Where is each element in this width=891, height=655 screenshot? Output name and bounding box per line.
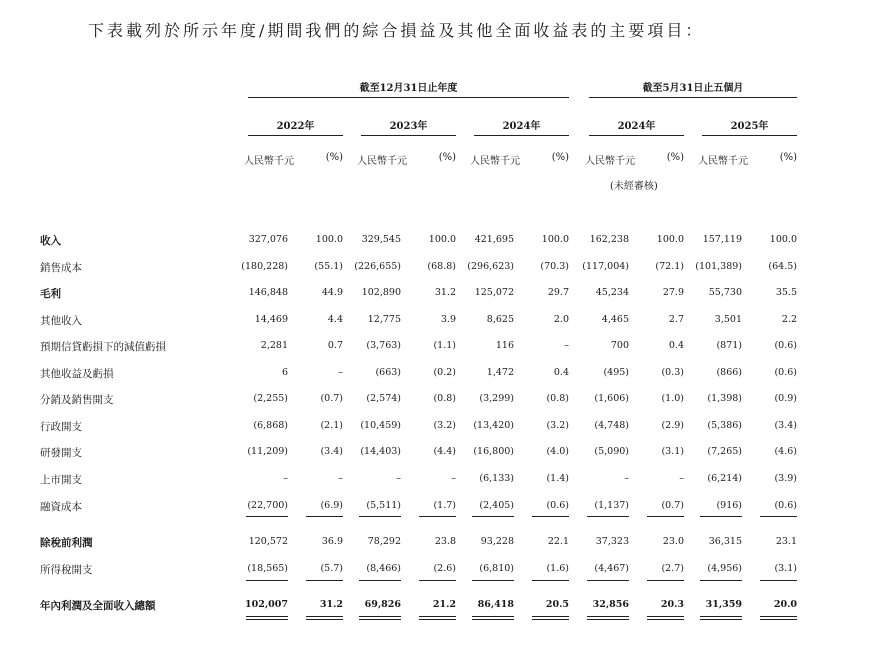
- subtotal-underline: [760, 580, 797, 581]
- row-label: 行政開支: [40, 421, 82, 433]
- rmb-unit-header: 人民幣千元: [698, 156, 748, 167]
- amount-cell: (663): [375, 367, 401, 378]
- amount-cell: 55,730: [708, 287, 742, 298]
- percent-cell: 2.2: [781, 314, 797, 325]
- amount-cell: (5,090): [594, 446, 629, 457]
- percent-cell: –: [564, 340, 569, 351]
- amount-cell: (101,389): [695, 261, 742, 272]
- percent-cell: (1.6): [546, 563, 569, 574]
- row-label: 除稅前利潤: [40, 537, 93, 549]
- row-label: 其他收入: [40, 315, 82, 327]
- percent-cell: 23.0: [662, 536, 684, 547]
- percent-cell: 4.4: [327, 314, 343, 325]
- subtotal-underline: [700, 516, 742, 517]
- subtotal-underline: [472, 580, 514, 581]
- amount-cell: (5,511): [366, 500, 401, 511]
- amount-cell: 32,856: [592, 599, 629, 610]
- total-double-underline: [647, 616, 684, 620]
- amount-cell: (3,763): [366, 340, 401, 351]
- year-header: 2025年: [730, 121, 769, 132]
- row-label: 上市開支: [40, 474, 82, 486]
- percent-cell: (3.2): [433, 420, 456, 431]
- amount-cell: (1,606): [594, 393, 629, 404]
- percent-cell: 3.9: [440, 314, 456, 325]
- subtotal-underline: [419, 516, 456, 517]
- amount-cell: (180,228): [241, 261, 288, 272]
- amount-cell: 8,625: [486, 314, 514, 325]
- row-label: 年內利潤及全面收入總額: [40, 600, 156, 612]
- amount-cell: 69,826: [364, 599, 401, 610]
- total-double-underline: [700, 616, 742, 620]
- percent-header: (%): [666, 152, 684, 163]
- rmb-unit-header: 人民幣千元: [585, 156, 635, 167]
- percent-cell: 0.4: [553, 367, 569, 378]
- total-double-underline: [472, 616, 514, 620]
- amount-cell: 31,359: [705, 599, 742, 610]
- percent-cell: (3.4): [320, 446, 343, 457]
- total-double-underline: [587, 616, 629, 620]
- row-label: 研發開支: [40, 447, 82, 459]
- percent-cell: 31.2: [319, 599, 343, 610]
- percent-cell: 2.7: [668, 314, 684, 325]
- amount-cell: 146,848: [248, 287, 288, 298]
- percent-cell: (0.2): [433, 367, 456, 378]
- amount-cell: 327,076: [248, 234, 288, 245]
- percent-cell: 100.0: [428, 234, 456, 245]
- percent-header: (%): [551, 152, 569, 163]
- amount-cell: 700: [610, 340, 629, 351]
- group-underline: [589, 97, 797, 98]
- amount-cell: 329,545: [361, 234, 401, 245]
- intro-text: 下表載列於所示年度/期間我們的綜合損益及其他全面收益表的主要項目：: [88, 21, 705, 40]
- amount-cell: 36,315: [708, 536, 742, 547]
- rmb-unit-header: 人民幣千元: [470, 156, 520, 167]
- amount-cell: 157,119: [702, 234, 742, 245]
- percent-cell: (4.0): [546, 446, 569, 457]
- amount-cell: (296,623): [467, 261, 514, 272]
- subtotal-underline: [306, 516, 343, 517]
- amount-cell: (871): [716, 340, 742, 351]
- subtotal-underline: [532, 580, 569, 581]
- total-double-underline: [760, 616, 797, 620]
- percent-cell: (0.8): [433, 393, 456, 404]
- amount-cell: (11,209): [247, 446, 288, 457]
- subtotal-underline: [359, 580, 401, 581]
- percent-cell: 100.0: [656, 234, 684, 245]
- row-label: 銷售成本: [40, 262, 82, 274]
- percent-cell: (3.9): [774, 473, 797, 484]
- year-underline: [361, 135, 456, 136]
- total-double-underline: [359, 616, 401, 620]
- percent-cell: 100.0: [315, 234, 343, 245]
- percent-header: (%): [438, 152, 456, 163]
- percent-cell: (0.6): [774, 340, 797, 351]
- subtotal-underline: [472, 516, 514, 517]
- amount-cell: 78,292: [367, 536, 401, 547]
- subtotal-underline: [359, 516, 401, 517]
- percent-cell: (0.7): [661, 500, 684, 511]
- subtotal-underline: [419, 580, 456, 581]
- percent-cell: (2.7): [661, 563, 684, 574]
- row-label: 毛利: [40, 288, 61, 300]
- amount-cell: (4,748): [594, 420, 629, 431]
- amount-cell: (4,956): [707, 563, 742, 574]
- total-double-underline: [246, 616, 288, 620]
- amount-cell: (14,403): [360, 446, 401, 457]
- amount-cell: (2,574): [366, 393, 401, 404]
- row-label: 收入: [40, 235, 61, 247]
- amount-cell: (18,565): [247, 563, 288, 574]
- percent-cell: 100.0: [769, 234, 797, 245]
- year-header: 2023年: [389, 121, 428, 132]
- amount-cell: (866): [716, 367, 742, 378]
- amount-cell: (117,004): [582, 261, 629, 272]
- percent-cell: (0.6): [546, 500, 569, 511]
- percent-cell: (5.7): [320, 563, 343, 574]
- percent-cell: (70.3): [540, 261, 569, 272]
- amount-cell: (6,133): [479, 473, 514, 484]
- percent-cell: –: [338, 473, 343, 484]
- percent-cell: (64.5): [768, 261, 797, 272]
- percent-cell: (0.3): [661, 367, 684, 378]
- amount-cell: 120,572: [248, 536, 288, 547]
- amount-cell: (1,398): [707, 393, 742, 404]
- percent-cell: (3.1): [661, 446, 684, 457]
- percent-cell: (3.2): [546, 420, 569, 431]
- percent-cell: 36.9: [321, 536, 343, 547]
- percent-cell: –: [451, 473, 456, 484]
- amount-cell: (5,386): [707, 420, 742, 431]
- subtotal-underline: [246, 516, 288, 517]
- amount-cell: 116: [495, 340, 514, 351]
- percent-cell: (1.1): [433, 340, 456, 351]
- amount-cell: –: [283, 473, 288, 484]
- year-header: 2024年: [502, 121, 541, 132]
- percent-cell: 31.2: [434, 287, 456, 298]
- amount-cell: (6,214): [707, 473, 742, 484]
- amount-cell: 102,890: [361, 287, 401, 298]
- year-underline: [589, 135, 684, 136]
- amount-cell: 421,695: [474, 234, 514, 245]
- percent-cell: 23.1: [775, 536, 797, 547]
- percent-cell: (0.9): [774, 393, 797, 404]
- amount-cell: 12,775: [367, 314, 401, 325]
- amount-cell: (3,299): [479, 393, 514, 404]
- percent-cell: 0.7: [327, 340, 343, 351]
- amount-cell: (916): [716, 500, 742, 511]
- subtotal-underline: [306, 580, 343, 581]
- percent-cell: (3.4): [774, 420, 797, 431]
- amount-cell: –: [624, 473, 629, 484]
- percent-cell: (0.6): [774, 367, 797, 378]
- percent-cell: 20.3: [660, 599, 684, 610]
- amount-cell: –: [396, 473, 401, 484]
- year-underline: [702, 135, 797, 136]
- percent-cell: (2.9): [661, 420, 684, 431]
- amount-cell: 93,228: [480, 536, 514, 547]
- subtotal-underline: [532, 516, 569, 517]
- percent-cell: 22.1: [547, 536, 569, 547]
- amount-cell: (13,420): [473, 420, 514, 431]
- total-double-underline: [306, 616, 343, 620]
- percent-header: (%): [325, 152, 343, 163]
- subtotal-underline: [760, 516, 797, 517]
- amount-cell: (2,255): [253, 393, 288, 404]
- percent-header: (%): [779, 152, 797, 163]
- amount-cell: (495): [603, 367, 629, 378]
- percent-cell: 44.9: [321, 287, 343, 298]
- subtotal-underline: [647, 516, 684, 517]
- amount-cell: 1,472: [486, 367, 514, 378]
- amount-cell: 125,072: [474, 287, 514, 298]
- row-label: 所得稅開支: [40, 564, 93, 576]
- percent-cell: 20.0: [773, 599, 797, 610]
- amount-cell: 102,007: [245, 599, 288, 610]
- amount-cell: (7,265): [707, 446, 742, 457]
- percent-cell: 23.8: [434, 536, 456, 547]
- year-header: 2022年: [276, 121, 315, 132]
- total-double-underline: [419, 616, 456, 620]
- amount-cell: 45,234: [595, 287, 629, 298]
- percent-cell: (1.7): [433, 500, 456, 511]
- percent-cell: 21.2: [432, 599, 456, 610]
- row-label: 預期信貸虧損下的減值虧損: [40, 341, 166, 353]
- amount-cell: (8,466): [366, 563, 401, 574]
- group-underline: [248, 97, 569, 98]
- percent-cell: (0.6): [774, 500, 797, 511]
- subtotal-underline: [700, 580, 742, 581]
- percent-cell: –: [679, 473, 684, 484]
- percent-cell: (2.1): [320, 420, 343, 431]
- amount-cell: 4,465: [601, 314, 629, 325]
- total-double-underline: [532, 616, 569, 620]
- amount-cell: (6,868): [253, 420, 288, 431]
- percent-cell: 2.0: [553, 314, 569, 325]
- amount-cell: 14,469: [254, 314, 288, 325]
- percent-cell: 35.5: [775, 287, 797, 298]
- percent-cell: (6.9): [320, 500, 343, 511]
- amount-cell: (226,655): [354, 261, 401, 272]
- year-header: 2024年: [617, 121, 656, 132]
- subtotal-underline: [647, 580, 684, 581]
- amount-cell: (6,810): [479, 563, 514, 574]
- percent-cell: (68.8): [427, 261, 456, 272]
- percent-cell: (4.6): [774, 446, 797, 457]
- percent-cell: –: [338, 367, 343, 378]
- amount-cell: (1,137): [594, 500, 629, 511]
- subtotal-underline: [587, 516, 629, 517]
- subtotal-underline: [587, 580, 629, 581]
- percent-cell: (1.4): [546, 473, 569, 484]
- percent-cell: (55.1): [314, 261, 343, 272]
- amount-cell: 3,501: [714, 314, 742, 325]
- amount-cell: 37,323: [595, 536, 629, 547]
- percent-cell: 29.7: [547, 287, 569, 298]
- row-label: 分銷及銷售開支: [40, 394, 114, 406]
- amount-cell: (22,700): [247, 500, 288, 511]
- rmb-unit-header: 人民幣千元: [357, 156, 407, 167]
- row-label: 其他收益及虧損: [40, 368, 114, 380]
- percent-cell: (1.0): [661, 393, 684, 404]
- amount-cell: (4,467): [594, 563, 629, 574]
- unaudited-note: (未經審核): [610, 181, 658, 192]
- amount-cell: 2,281: [260, 340, 288, 351]
- percent-cell: 100.0: [541, 234, 569, 245]
- percent-cell: (4.4): [433, 446, 456, 457]
- percent-cell: (0.7): [320, 393, 343, 404]
- amount-cell: 86,418: [477, 599, 514, 610]
- amount-cell: 162,238: [589, 234, 629, 245]
- subtotal-underline: [246, 580, 288, 581]
- percent-cell: (0.8): [546, 393, 569, 404]
- percent-cell: 20.5: [545, 599, 569, 610]
- year-underline: [248, 135, 343, 136]
- percent-cell: (72.1): [655, 261, 684, 272]
- rmb-unit-header: 人民幣千元: [244, 156, 294, 167]
- amount-cell: 6: [281, 367, 288, 378]
- percent-cell: (2.6): [433, 563, 456, 574]
- percent-cell: 0.4: [668, 340, 684, 351]
- year-underline: [474, 135, 569, 136]
- percent-cell: 27.9: [662, 287, 684, 298]
- amount-cell: (10,459): [360, 420, 401, 431]
- period-group-header: 截至12月31日止年度: [359, 83, 458, 94]
- amount-cell: (16,800): [473, 446, 514, 457]
- row-label: 融資成本: [40, 501, 82, 513]
- amount-cell: (2,405): [479, 500, 514, 511]
- percent-cell: (3.1): [774, 563, 797, 574]
- period-group-header: 截至5月31日止五個月: [642, 83, 744, 94]
